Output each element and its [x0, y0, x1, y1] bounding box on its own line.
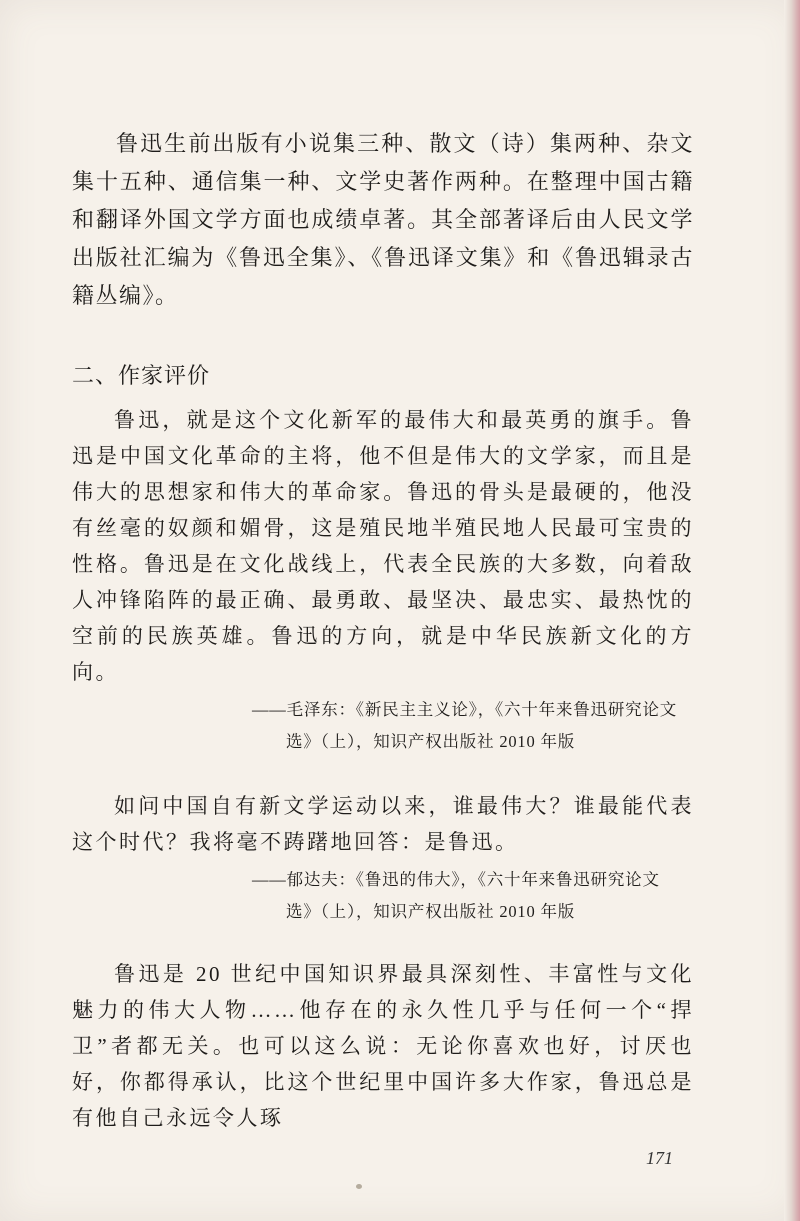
section-heading: 二、作家评价 — [72, 364, 211, 389]
page-content — [72, 126, 694, 1136]
paper-smudge — [356, 1184, 362, 1189]
source-line: 选》（上），知识产权出版社 2010 年版 — [286, 732, 576, 751]
quote-mao-source — [72, 694, 694, 758]
quote-yu-source — [72, 864, 694, 928]
quote-mao: 鲁迅，就是这个文化新军的最伟大和最英勇的旗手。鲁迅是中国文化革命的主将，他不但是伟大的文学家，而且是伟大的思想家和伟大的革命家。鲁迅的骨头是最硬的，他没有丝毫的奴颜和媚骨，这是殖民地半殖民地人民最可宝贵的性格。鲁迅是在文化战线上，代表全民族的大多数，向着敌人冲锋陷阵的最正确、最勇敢、最坚决、最忠实、最热忱的空前的民族英雄。鲁迅的方向，就是中华民族新文化的方向。 — [72, 408, 694, 684]
quote-yu: 如问中国自有新文学运动以来，谁最伟大？谁最能代表这个时代？我将毫不踌躇地回答：是鲁迅。 — [72, 794, 694, 854]
source-line: ——郁达夫：《鲁迅的伟大》，《六十年来鲁迅研究论文 — [252, 870, 660, 889]
quote-third: 鲁迅是 20 世纪中国知识界最具深刻性、丰富性与文化魅力的伟大人物……他存在的永久性几乎与任何一个“捍卫”者都无关。也可以这么说：无论你喜欢也好，讨厌也好，你都得承认，比这个世纪里中国许多大作家，鲁迅总是有他自己永远令人琢 — [72, 962, 694, 1130]
source-line: 选》（上），知识产权出版社 2010 年版 — [286, 902, 576, 921]
page-edge — [784, 0, 800, 1221]
intro-paragraph: 鲁迅生前出版有小说集三种、散文（诗）集两种、杂文集十五种、通信集一种、文学史著作两种。在整理中国古籍和翻译外国文学方面也成绩卓著。其全部著译后由人民文学出版社汇编为《鲁迅全集》、《鲁迅译文集》和《鲁迅辑录古籍丛编》。 — [72, 132, 694, 309]
page-number: 171 — [646, 1148, 673, 1168]
source-line: ——毛泽东：《新民主主义论》，《六十年来鲁迅研究论文 — [252, 700, 678, 719]
